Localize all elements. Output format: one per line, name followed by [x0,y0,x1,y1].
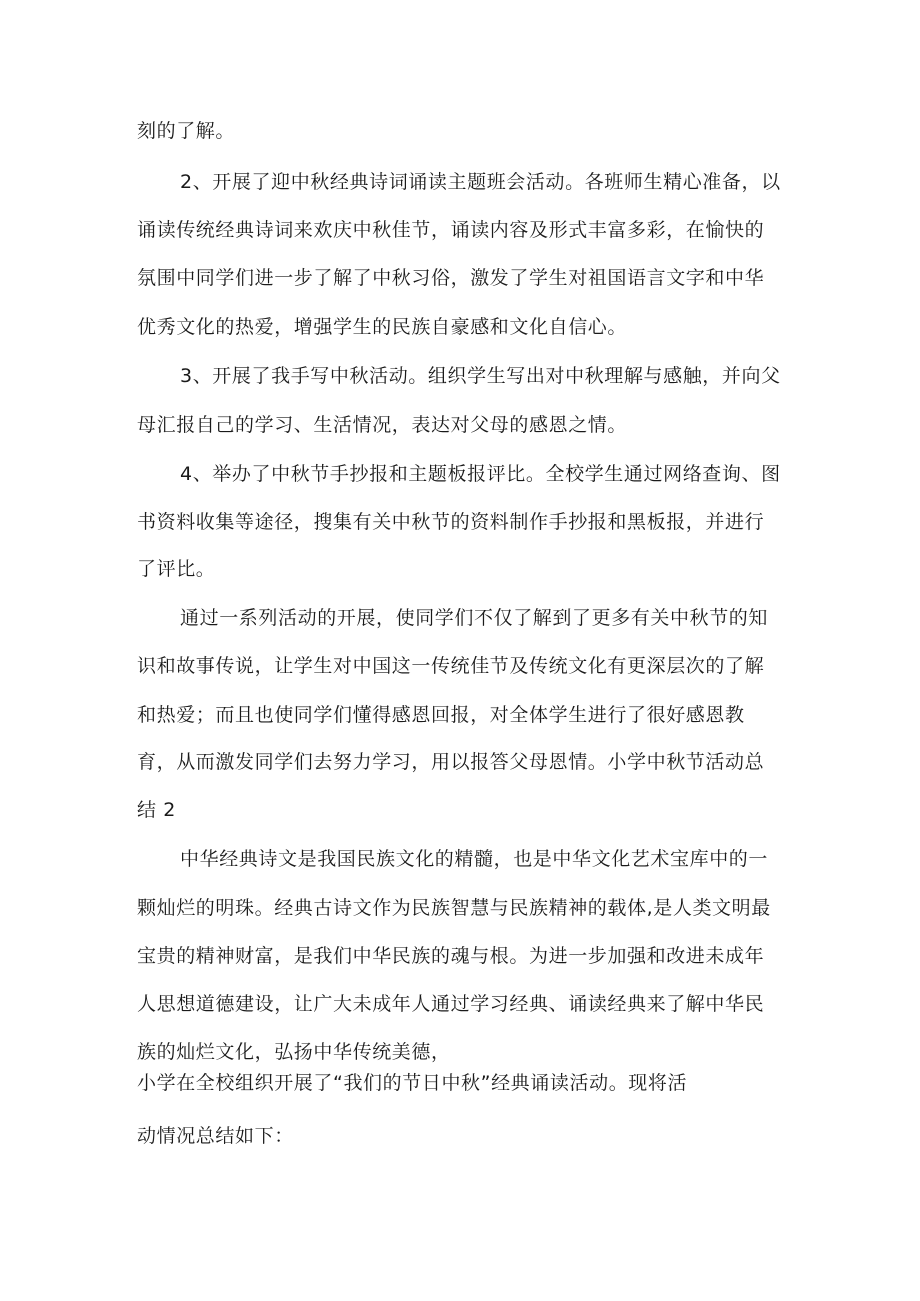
text-line: 3、开展了我手写中秋活动。组织学生写出对中秋理解与感触，并向父 [180,365,781,387]
text-line: 4、举办了中秋节手抄报和主题板报评比。全校学生通过网络查询、图 [180,463,781,485]
text-line: 识和故事传说，让学生对中国这一传统佳节及传统文化有更深层次的了解 [137,655,765,677]
text-line: 优秀文化的热爱，增强学生的民族自豪感和文化自信心。 [137,316,628,338]
text-line: 了评比。 [137,558,216,580]
section-heading: 结 2 [137,799,176,821]
text-line: 动情况总结如下： [137,1125,294,1147]
text-line: 颗灿烂的明珠。经典古诗文作为民族智慧与民族精神的载体,是人类文明最 [137,897,771,919]
text-line: 和热爱；而且也使同学们懂得感恩回报，对全体学生进行了很好感恩教 [137,704,745,726]
text-line: 小学在全校组织开展了“我们的节日中秋”经典诵读活动。现将活 [137,1072,688,1094]
text-line: 刻的了解。 [137,120,236,142]
text-line: 书资料收集等途径，搜集有关中秋节的资料制作手抄报和黑板报，并进行 [137,511,765,533]
text-line: 氛围中同学们进一步了解了中秋习俗，激发了学生对祖国语言文字和中华 [137,267,765,289]
text-line: 族的灿烂文化，弘扬中华传统美德， [137,1041,451,1063]
text-line: 2、开展了迎中秋经典诗词诵读主题班会活动。各班师生精心准备，以 [180,171,781,193]
text-line: 育，从而激发同学们去努力学习，用以报答父母恩情。小学中秋节活动总 [137,751,765,773]
text-line: 中华经典诗文是我国民族文化的精髓，也是中华文化艺术宝库中的一 [180,848,769,870]
text-line: 通过一系列活动的开展，使同学们不仅了解到了更多有关中秋节的知 [180,607,769,629]
text-line: 诵读传统经典诗词来欢庆中秋佳节，诵读内容及形式丰富多彩，在愉快的 [137,219,765,241]
text-line: 宝贵的精神财富，是我们中华民族的魂与根。为进一步加强和改进未成年 [137,945,765,967]
text-line: 母汇报自己的学习、生活情况，表达对父母的感恩之情。 [137,414,628,436]
text-line: 人思想道德建设，让广大未成年人通过学习经典、诵读经典来了解中华民 [137,993,765,1015]
